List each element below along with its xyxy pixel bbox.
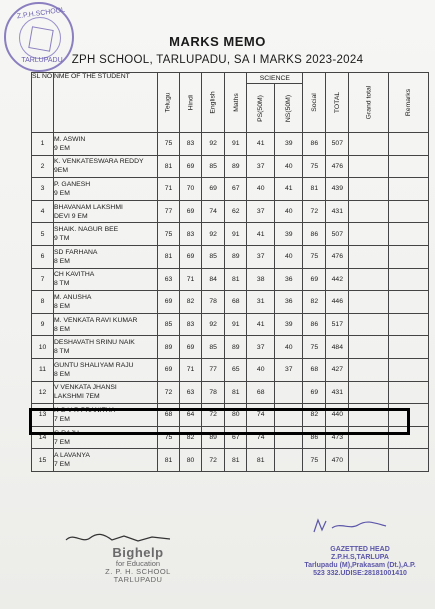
- cell-ns: [275, 381, 303, 404]
- cell-total: 517: [326, 313, 349, 336]
- cell-remarks: [389, 381, 429, 404]
- cell-hindi: 83: [180, 223, 202, 246]
- student-name: G RAJU: [54, 429, 79, 437]
- cell-ns: 41: [275, 178, 303, 201]
- cell-grand-total: [349, 268, 389, 291]
- student-name: DESHAVATH SRINU NAIK: [54, 339, 135, 347]
- bighelp-line2: Z. P. H. SCHOOL: [105, 567, 171, 576]
- student-name: V VENKATA JHANSI: [54, 384, 117, 392]
- cell-english: 92: [202, 223, 225, 246]
- cell-english: 78: [202, 291, 225, 314]
- cell-total: 507: [326, 223, 349, 246]
- cell-ns: 40: [275, 245, 303, 268]
- cell-total: 431: [326, 381, 349, 404]
- cell-english: 84: [202, 268, 225, 291]
- office-line3: Tarlupadu (M),Prakasam (Dt.),A.P.: [304, 562, 416, 569]
- student-class: 7 EM: [54, 461, 70, 469]
- cell-english: 78: [202, 381, 225, 404]
- cell-social: 82: [303, 291, 326, 314]
- cell-ps: 37: [247, 155, 275, 178]
- cell-student-name: [54, 200, 158, 223]
- cell-telugu: 77: [158, 200, 180, 223]
- column-header-social: Social: [303, 73, 326, 133]
- cell-maths: 81: [225, 381, 247, 404]
- cell-social: 86: [303, 223, 326, 246]
- cell-social: 75: [303, 155, 326, 178]
- cell-telugu: 72: [158, 381, 180, 404]
- student-name: M. ANUSHA: [54, 293, 92, 301]
- table-row: [32, 313, 429, 336]
- cell-social: 69: [303, 381, 326, 404]
- cell-maths: 89: [225, 336, 247, 359]
- cell-maths: 91: [225, 133, 247, 156]
- table-row: [32, 336, 429, 359]
- cell-remarks: [389, 268, 429, 291]
- student-name: SD FARHANA: [54, 248, 98, 256]
- column-header-grand-total: Grand total: [349, 73, 389, 133]
- cell-english: 85: [202, 155, 225, 178]
- cell-remarks: [389, 178, 429, 201]
- student-name: CH KAVITHA: [54, 271, 95, 279]
- student-class: 7 EM: [54, 415, 70, 423]
- cell-student-name: [54, 155, 158, 178]
- cell-telugu: 63: [158, 268, 180, 291]
- cell-grand-total: [349, 336, 389, 359]
- column-header-student-name: NME OF THE STUDENT: [54, 73, 158, 133]
- cell-ns: 36: [275, 268, 303, 291]
- cell-telugu: 71: [158, 178, 180, 201]
- table-row: [32, 268, 429, 291]
- cell-ps: 74: [247, 404, 275, 427]
- cell-hindi: 69: [180, 245, 202, 268]
- cell-ps: 40: [247, 178, 275, 201]
- cell-remarks: [389, 133, 429, 156]
- cell-maths: 91: [225, 223, 247, 246]
- cell-hindi: 71: [180, 358, 202, 381]
- table-row: [32, 291, 429, 314]
- student-class: 7 EM: [54, 438, 70, 446]
- cell-telugu: 81: [158, 155, 180, 178]
- student-name: K. VENKATESWARA REDDY: [54, 158, 144, 166]
- cell-english: 69: [202, 178, 225, 201]
- cell-total: 507: [326, 133, 349, 156]
- student-class: 8 TM: [54, 348, 70, 356]
- cell-hindi: 83: [180, 313, 202, 336]
- cell-telugu: 69: [158, 358, 180, 381]
- cell-maths: 65: [225, 358, 247, 381]
- student-class: 8 EM: [54, 257, 70, 265]
- student-name: M. ASWIN: [54, 135, 86, 143]
- cell-telugu: 69: [158, 291, 180, 314]
- cell-student-name: [54, 178, 158, 201]
- gazetted-head-signature: [310, 516, 390, 536]
- cell-sl-no: 8: [32, 291, 54, 314]
- cell-grand-total: [349, 358, 389, 381]
- student-class: DEVI 9 EM: [54, 212, 88, 220]
- cell-english: 89: [202, 426, 225, 449]
- cell-sl-no: 10: [32, 336, 54, 359]
- student-class: 9 EM: [54, 144, 70, 152]
- cell-total: 439: [326, 178, 349, 201]
- student-class: 9 EM: [54, 189, 70, 197]
- cell-ns: [275, 449, 303, 472]
- cell-hindi: 69: [180, 200, 202, 223]
- cell-student-name: [54, 223, 158, 246]
- cell-student-name: [54, 336, 158, 359]
- office-line1: GAZETTED HEAD: [330, 546, 390, 553]
- student-name: M. VENKATA RAVI KUMAR: [54, 316, 138, 324]
- cell-grand-total: [349, 381, 389, 404]
- cell-telugu: 81: [158, 449, 180, 472]
- cell-maths: 62: [225, 200, 247, 223]
- cell-social: 86: [303, 133, 326, 156]
- cell-sl-no: 1: [32, 133, 54, 156]
- cell-ns: 40: [275, 155, 303, 178]
- cell-telugu: 75: [158, 223, 180, 246]
- cell-remarks: [389, 336, 429, 359]
- cell-ps: 37: [247, 245, 275, 268]
- cell-total: 484: [326, 336, 349, 359]
- cell-sl-no: 14: [32, 426, 54, 449]
- office-line4: 523 332.UDISE:28181001410: [313, 570, 407, 577]
- memo-subtitle: ZPH SCHOOL, TARLUPADU, SA I MARKS 2023-2024: [71, 54, 364, 66]
- cell-student-name: [54, 291, 158, 314]
- cell-hindi: 83: [180, 133, 202, 156]
- cell-ps: 41: [247, 313, 275, 336]
- cell-ns: 36: [275, 291, 303, 314]
- cell-english: 85: [202, 336, 225, 359]
- cell-maths: 91: [225, 313, 247, 336]
- student-class: 8 EM: [54, 325, 70, 333]
- cell-maths: 81: [225, 268, 247, 291]
- student-name: SHAIK. NAGUR BEE: [54, 226, 119, 234]
- cell-remarks: [389, 313, 429, 336]
- cell-ns: 40: [275, 200, 303, 223]
- table-row: [32, 223, 429, 246]
- cell-telugu: 68: [158, 404, 180, 427]
- seal-bottom-text: TARLUPADU: [21, 57, 63, 64]
- bighelp-line3: TARLUPADU: [113, 575, 163, 584]
- cell-english: 85: [202, 245, 225, 268]
- headmaster-signature: [64, 530, 174, 546]
- cell-grand-total: [349, 200, 389, 223]
- table-row: [32, 449, 429, 472]
- highlight-box-row-12: [29, 408, 410, 435]
- column-header-telugu: Telugu: [158, 73, 180, 133]
- student-name: A LAVANYA: [54, 452, 90, 460]
- cell-sl-no: 3: [32, 178, 54, 201]
- cell-ns: 40: [275, 336, 303, 359]
- cell-social: 86: [303, 426, 326, 449]
- column-header-remarks: Remarks: [389, 73, 429, 133]
- student-name: P. GANESH: [54, 180, 91, 188]
- cell-maths: 81: [225, 449, 247, 472]
- cell-ps: 37: [247, 200, 275, 223]
- cell-remarks: [389, 155, 429, 178]
- cell-remarks: [389, 245, 429, 268]
- cell-total: 427: [326, 358, 349, 381]
- cell-grand-total: [349, 245, 389, 268]
- cell-total: 440: [326, 404, 349, 427]
- cell-remarks: [389, 200, 429, 223]
- cell-total: 476: [326, 155, 349, 178]
- cell-ps: 74: [247, 426, 275, 449]
- cell-social: 81: [303, 178, 326, 201]
- cell-ps: 37: [247, 336, 275, 359]
- cell-sl-no: 5: [32, 223, 54, 246]
- cell-grand-total: [349, 133, 389, 156]
- table-row: [32, 381, 429, 404]
- cell-maths: 68: [225, 291, 247, 314]
- cell-english: 92: [202, 313, 225, 336]
- cell-maths: 67: [225, 178, 247, 201]
- table-row: [32, 178, 429, 201]
- cell-total: 470: [326, 449, 349, 472]
- cell-remarks: [389, 291, 429, 314]
- table-row: [32, 200, 429, 223]
- cell-ps: 41: [247, 133, 275, 156]
- cell-grand-total: [349, 449, 389, 472]
- cell-remarks: [389, 223, 429, 246]
- cell-grand-total: [349, 223, 389, 246]
- cell-student-name: [54, 245, 158, 268]
- bighelp-line1: for Education: [115, 559, 161, 568]
- cell-sl-no: 6: [32, 245, 54, 268]
- cell-social: 75: [303, 449, 326, 472]
- column-header-english: English: [202, 73, 225, 133]
- cell-maths: 67: [225, 426, 247, 449]
- cell-remarks: [389, 358, 429, 381]
- bighelp-title: Bighelp: [112, 545, 164, 560]
- student-class: 8 EM: [54, 370, 70, 378]
- cell-student-name: [54, 358, 158, 381]
- cell-social: 72: [303, 200, 326, 223]
- student-class: 9EM: [54, 167, 68, 175]
- cell-sl-no: 11: [32, 358, 54, 381]
- table-row: [32, 245, 429, 268]
- column-header-total: TOTAL: [326, 73, 349, 133]
- cell-maths: 80: [225, 404, 247, 427]
- cell-total: 431: [326, 200, 349, 223]
- cell-ns: 39: [275, 313, 303, 336]
- cell-hindi: 69: [180, 336, 202, 359]
- cell-maths: 89: [225, 155, 247, 178]
- cell-telugu: 85: [158, 313, 180, 336]
- column-header-ns: NS(50M): [275, 84, 303, 133]
- cell-hindi: 63: [180, 381, 202, 404]
- cell-sl-no: 2: [32, 155, 54, 178]
- student-class: 8 TM: [54, 280, 70, 288]
- student-name: K G V R PRANITHA: [54, 406, 116, 414]
- cell-social: 75: [303, 245, 326, 268]
- cell-english: 74: [202, 200, 225, 223]
- student-class: 8 EM: [54, 302, 70, 310]
- cell-telugu: 89: [158, 336, 180, 359]
- cell-english: 72: [202, 404, 225, 427]
- cell-english: 77: [202, 358, 225, 381]
- column-header-hindi: Hindi: [180, 73, 202, 133]
- cell-telugu: 75: [158, 133, 180, 156]
- cell-student-name: [54, 133, 158, 156]
- student-class: 9 TM: [54, 235, 70, 243]
- cell-grand-total: [349, 178, 389, 201]
- cell-total: 446: [326, 291, 349, 314]
- cell-social: 69: [303, 268, 326, 291]
- cell-hindi: 82: [180, 426, 202, 449]
- cell-grand-total: [349, 155, 389, 178]
- table-row: [32, 155, 429, 178]
- cell-hindi: 80: [180, 449, 202, 472]
- cell-student-name: [54, 381, 158, 404]
- cell-grand-total: [349, 313, 389, 336]
- cell-ps: 38: [247, 268, 275, 291]
- cell-social: 86: [303, 313, 326, 336]
- cell-ps: 68: [247, 381, 275, 404]
- cell-hindi: 64: [180, 404, 202, 427]
- cell-student-name: [54, 449, 158, 472]
- table-row: [32, 358, 429, 381]
- cell-sl-no: 15: [32, 449, 54, 472]
- cell-telugu: 81: [158, 245, 180, 268]
- office-line2: Z.P.H.S,TARLUPA: [331, 554, 389, 561]
- bighelp-stamp: [78, 546, 198, 584]
- cell-sl-no: 9: [32, 313, 54, 336]
- cell-hindi: 82: [180, 291, 202, 314]
- column-header-maths: Maths: [225, 73, 247, 133]
- cell-student-name: [54, 313, 158, 336]
- cell-ps: 40: [247, 358, 275, 381]
- cell-hindi: 69: [180, 155, 202, 178]
- cell-english: 92: [202, 133, 225, 156]
- cell-remarks: [389, 449, 429, 472]
- column-header-ps: PS(50M): [247, 84, 275, 133]
- cell-ps: 41: [247, 223, 275, 246]
- cell-hindi: 70: [180, 178, 202, 201]
- cell-total: 442: [326, 268, 349, 291]
- cell-ps: 31: [247, 291, 275, 314]
- student-name: BHAVANAM LAKSHMI: [54, 203, 123, 211]
- memo-title: MARKS MEMO: [169, 34, 266, 49]
- seal-top-text: Z.P.H.SCHOOL: [16, 6, 66, 21]
- cell-social: 82: [303, 404, 326, 427]
- cell-ns: 39: [275, 223, 303, 246]
- cell-ns: 37: [275, 358, 303, 381]
- cell-ps: 81: [247, 449, 275, 472]
- column-header-science-group: SCIENCE: [247, 73, 303, 84]
- table-row: [32, 133, 429, 156]
- cell-sl-no: 4: [32, 200, 54, 223]
- cell-maths: 89: [225, 245, 247, 268]
- cell-social: 75: [303, 336, 326, 359]
- cell-sl-no: 7: [32, 268, 54, 291]
- cell-grand-total: [349, 291, 389, 314]
- cell-ns: 39: [275, 133, 303, 156]
- cell-total: 473: [326, 426, 349, 449]
- cell-telugu: 75: [158, 426, 180, 449]
- column-header-sl-no: SL NO: [32, 73, 54, 133]
- student-name: GUNTU SHALIYAM RAJU: [54, 361, 134, 369]
- cell-sl-no: 13: [32, 404, 54, 427]
- cell-english: 72: [202, 449, 225, 472]
- cell-total: 476: [326, 245, 349, 268]
- student-class: LAKSHMI 7EM: [54, 393, 100, 401]
- cell-hindi: 71: [180, 268, 202, 291]
- office-stamp: [290, 546, 430, 578]
- cell-student-name: [54, 268, 158, 291]
- cell-sl-no: 12: [32, 381, 54, 404]
- cell-social: 68: [303, 358, 326, 381]
